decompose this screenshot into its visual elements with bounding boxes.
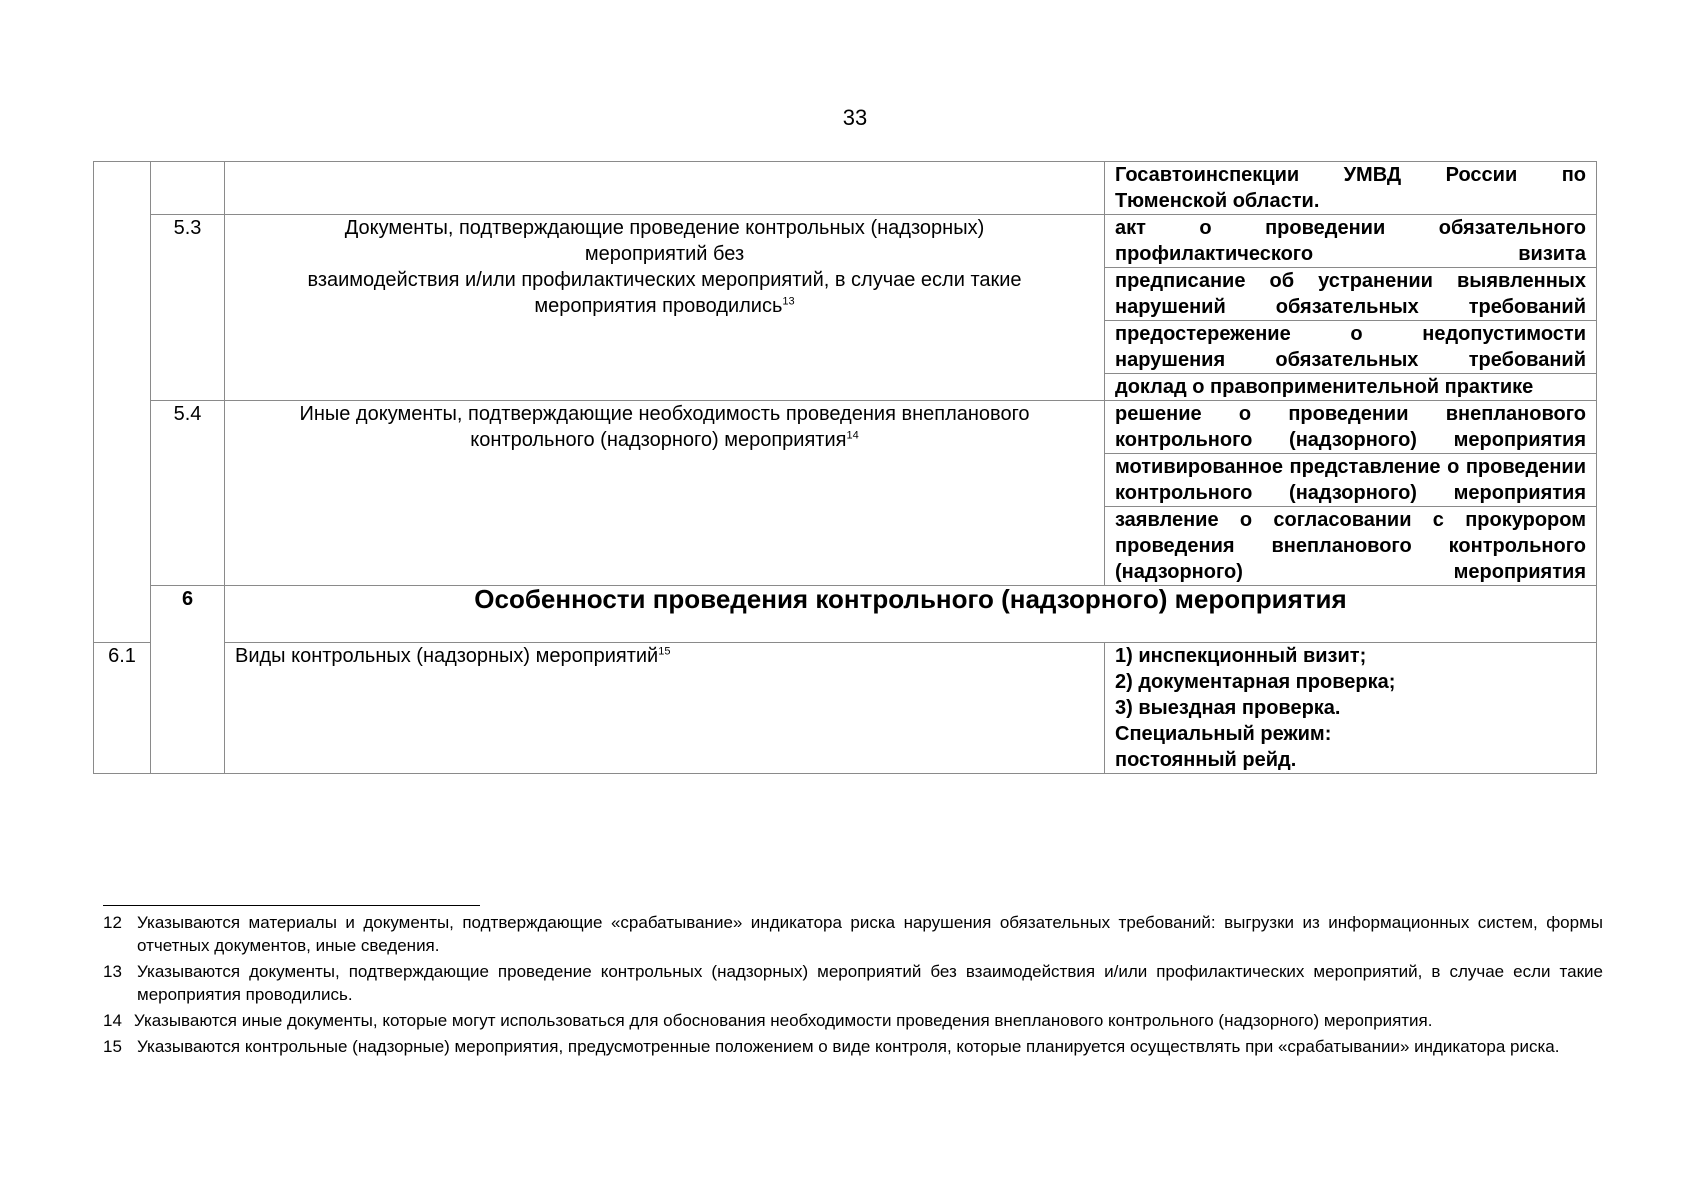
- section-6-number: 6: [151, 586, 225, 774]
- answer-cell: мотивированное представление о проведении контрольного (надзорного) мероприятия: [1105, 454, 1597, 507]
- requirements-table: [93, 161, 1597, 774]
- table-row: [94, 643, 1597, 774]
- answer-cell: предостережение о недопустимости нарушения обязательных требований: [1105, 321, 1597, 374]
- table-row: [94, 162, 1597, 215]
- footnote-number: 14: [103, 1011, 122, 1030]
- desc-line: Иные документы, подтверждающие необходимость проведения внепланового: [299, 403, 1030, 425]
- row-description-6-1: [225, 643, 1105, 774]
- footnote-number: 15: [103, 1037, 122, 1056]
- section-6-title: Особенности проведения контрольного (надзорного) мероприятия: [225, 586, 1597, 643]
- footnote-text: Указываются документы, подтверждающие проведение контрольных (надзорных) мероприятий без взаимодействия и/или профилактических мероприятий, в случае если такие мероприятия проводились.: [137, 962, 1603, 1004]
- footnote-12: [103, 911, 1603, 957]
- answer-cell: предписание об устранении выявленных нарушений обязательных требований: [1105, 268, 1597, 321]
- footnote-number: 13: [103, 962, 122, 981]
- footnote-number: 12: [103, 913, 122, 932]
- answer-line: 1) инспекционный визит;: [1115, 645, 1367, 667]
- footnotes: [103, 911, 1603, 1061]
- footnote-text: Указываются материалы и документы, подтверждающие «срабатывание» индикатора риска нарушения обязательных требований: выгрузки из информационных систем, формы отчетных документов, иные сведения.: [137, 913, 1603, 955]
- row-number-6-1: 6.1: [94, 643, 151, 774]
- answer-cell: решение о проведении внепланового контрольного (надзорного) мероприятия: [1105, 401, 1597, 454]
- answer-cell-6-1: [1105, 643, 1597, 774]
- answer-cell: акт о проведении обязательного профилактического визита: [1105, 215, 1597, 268]
- answer-line: постоянный рейд.: [1115, 749, 1297, 771]
- section-5-number-cell: [94, 162, 151, 643]
- row-description-5-3: [225, 215, 1105, 401]
- footnote-15: [103, 1035, 1603, 1058]
- row-description-5-4: [225, 401, 1105, 586]
- page-number: 33: [842, 105, 868, 130]
- desc-line: взаимодействия и/или профилактических мероприятий, в случае если такие: [307, 269, 1022, 291]
- answer-cell: доклад о правоприменительной практике: [1105, 374, 1597, 401]
- row-description-cell: [225, 162, 1105, 215]
- desc-text: Виды контрольных (надзорных) мероприятий: [235, 645, 659, 667]
- desc-line: мероприятия проводились: [534, 295, 783, 317]
- table-row: [94, 215, 1597, 268]
- footnote-separator: [103, 905, 480, 906]
- row-number-cell: [151, 162, 225, 215]
- desc-line: контрольного (надзорного) мероприятия: [470, 429, 847, 451]
- answer-line: Специальный режим:: [1115, 723, 1332, 745]
- answer-cell: Госавтоинспекции УМВД России по Тюменской области.: [1105, 162, 1597, 215]
- row-number-5-3: 5.3: [151, 215, 225, 401]
- answer-cell: заявление о согласовании с прокурором проведения внепланового контрольного (надзорного) мероприятия: [1105, 507, 1597, 586]
- desc-line: Документы, подтверждающие проведение контрольных (надзорных): [344, 217, 985, 239]
- answer-line: 2) документарная проверка;: [1115, 671, 1396, 693]
- desc-line: мероприятий без: [584, 243, 745, 265]
- footnote-ref-15: 15: [658, 645, 671, 658]
- row-number-5-4: 5.4: [151, 401, 225, 586]
- footnote-ref-14: 14: [846, 429, 859, 442]
- footnote-text: Указываются контрольные (надзорные) мероприятия, предусмотренные положением о виде контроля, которые планируется осуществлять при «срабатывании» индикатора риска.: [137, 1037, 1560, 1056]
- table-row: [94, 586, 1597, 643]
- footnote-ref-13: 13: [782, 295, 795, 308]
- footnote-text: Указываются иные документы, которые могут использоваться для обоснования необходимости проведения внепланового контрольного (надзорного) мероприятия.: [133, 1011, 1433, 1030]
- table-row: [94, 401, 1597, 454]
- footnote-13: [103, 960, 1603, 1006]
- footnote-14: [103, 1009, 1603, 1032]
- answer-line: 3) выездная проверка.: [1115, 697, 1341, 719]
